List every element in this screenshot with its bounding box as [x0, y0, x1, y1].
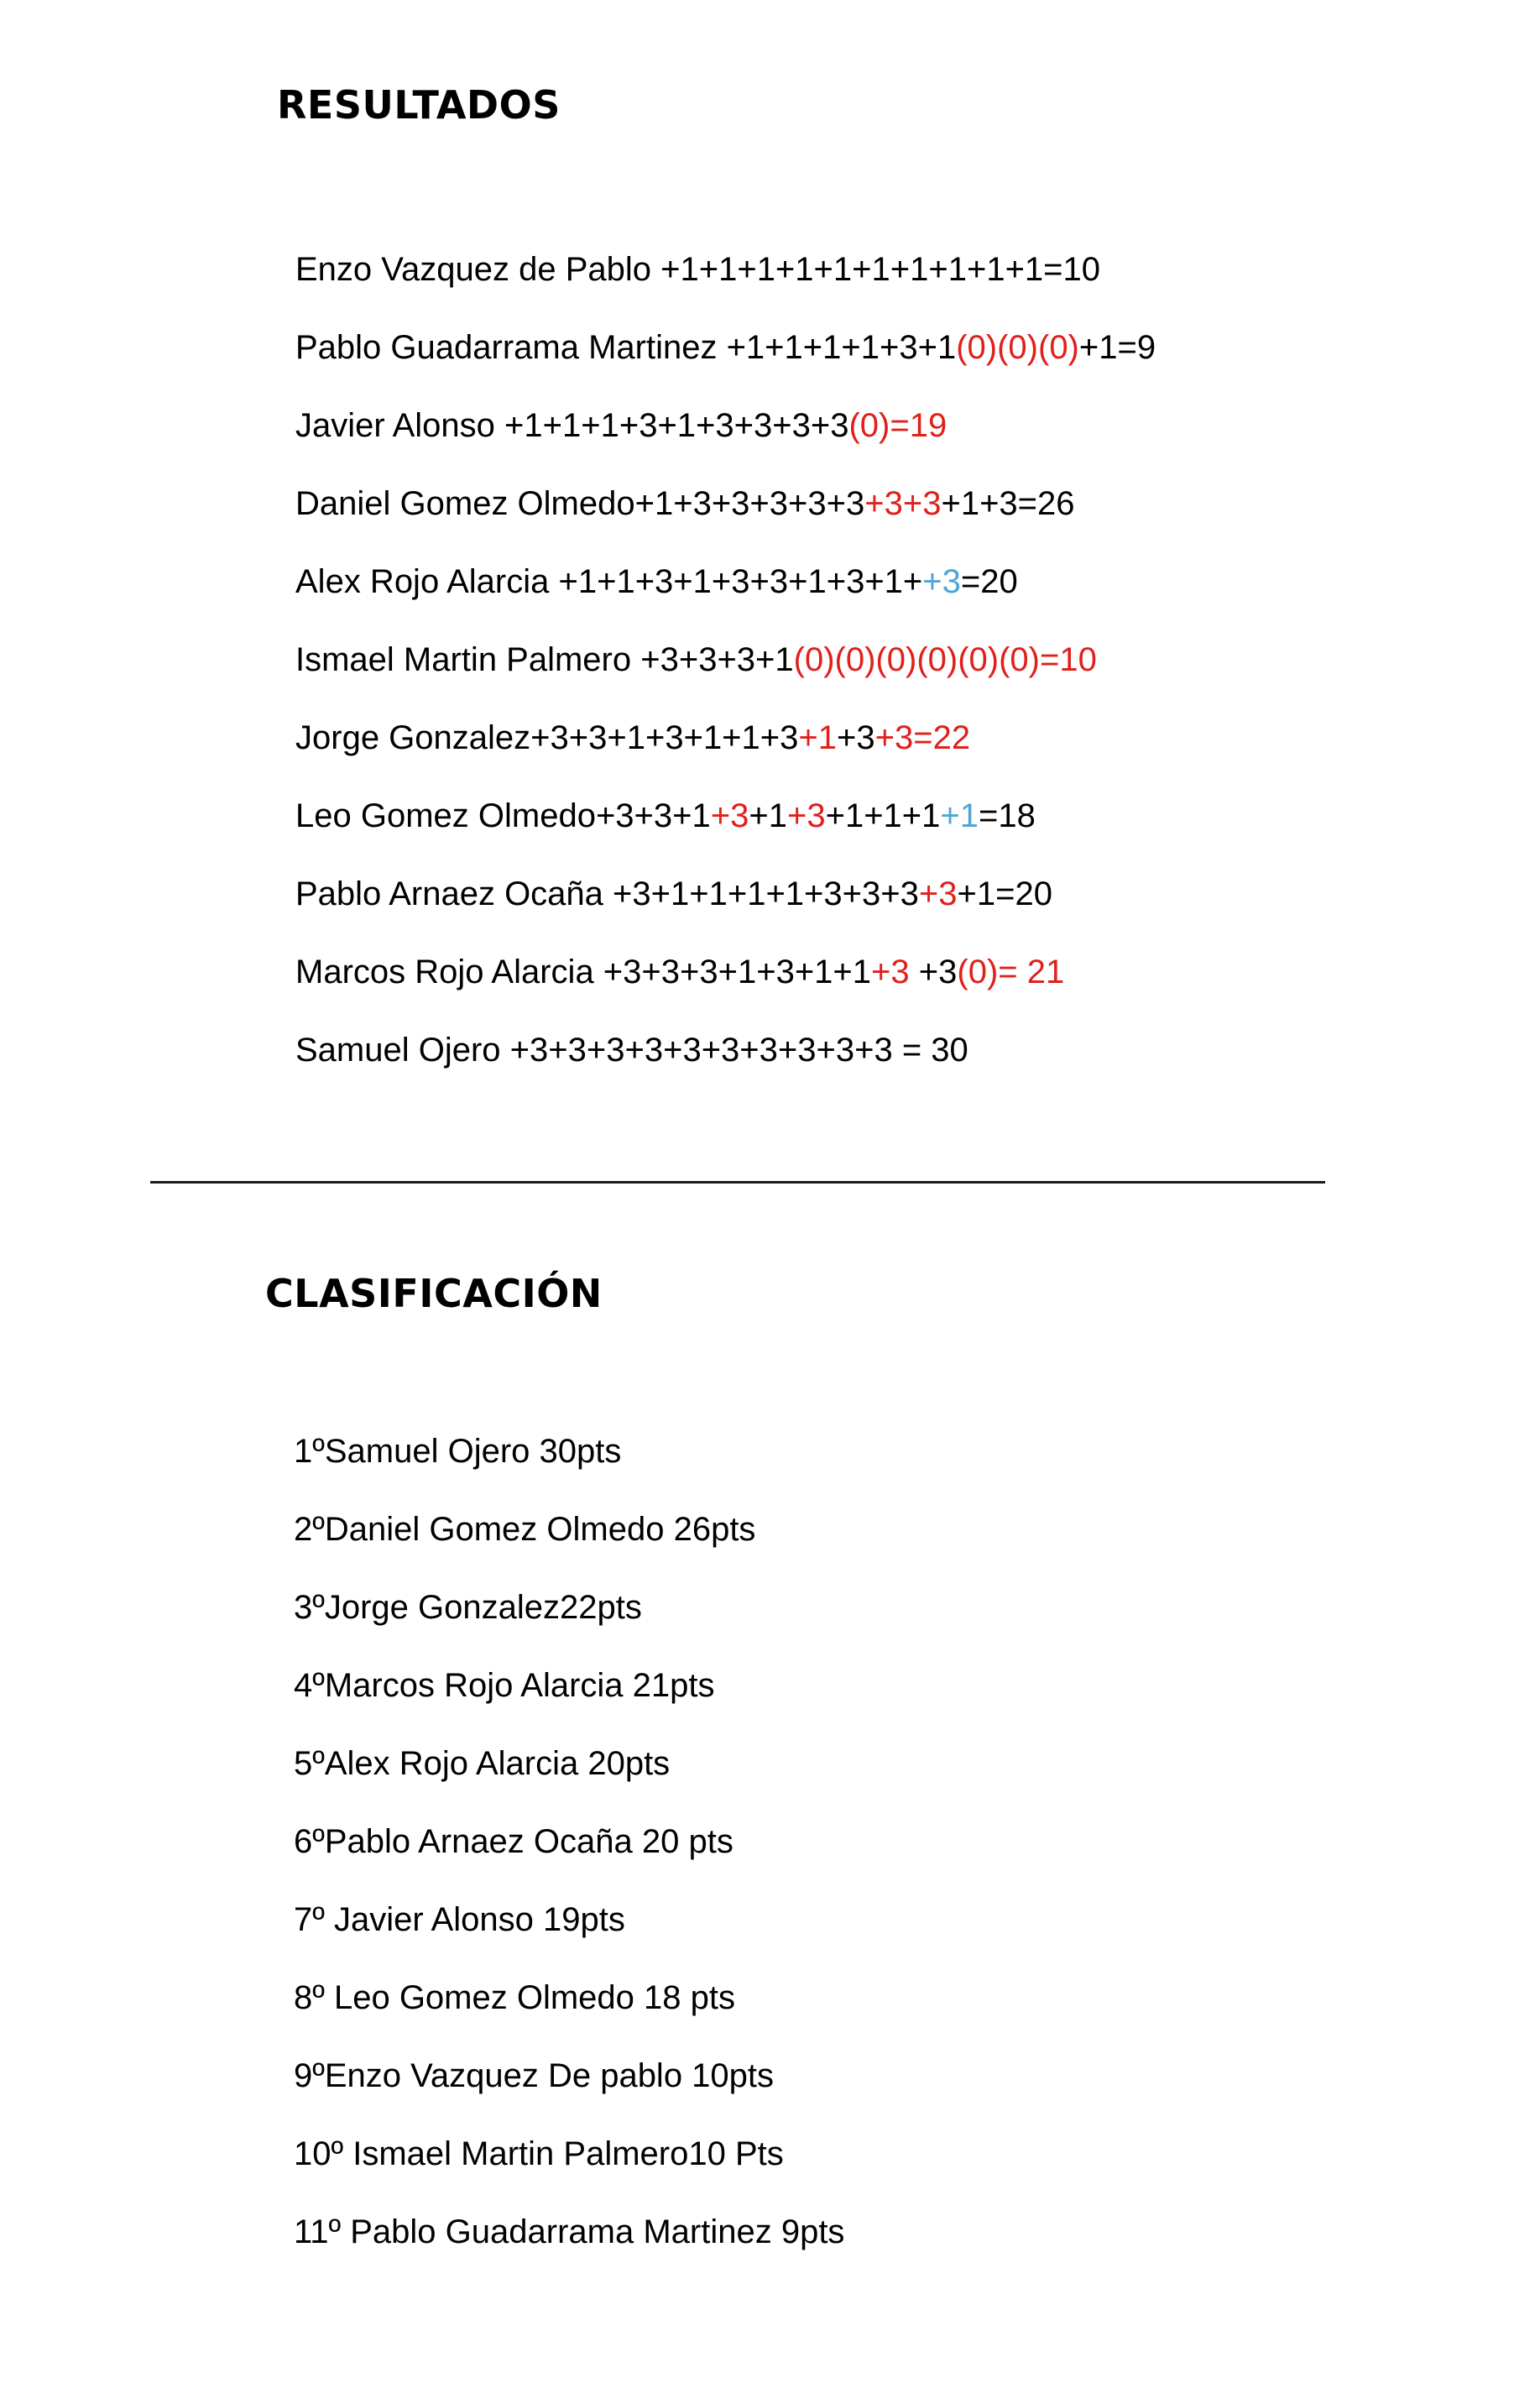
classification-list [294, 1427, 844, 2286]
result-segment: +1 [798, 719, 838, 756]
classification-item: 2ºDaniel Gomez Olmedo 26pts [294, 1511, 756, 1548]
result-segment: Ismael Martin Palmero +3+3+3+1 [295, 641, 794, 678]
result-line [295, 870, 1156, 948]
result-line [295, 635, 1156, 713]
result-line [295, 792, 1156, 870]
result-segment: Samuel Ojero +3+3+3+3+3+3+3+3+3+3 = 30 [295, 1032, 968, 1069]
result-segment: +1=20 [957, 875, 1052, 912]
classification-item: 10º Ismael Martin Palmero10 Pts [294, 2135, 784, 2172]
result-segment: (0)=19 [848, 407, 947, 444]
result-segment: +3+3 [864, 485, 942, 522]
result-segment: +3 [922, 563, 961, 600]
result-segment: +3 [871, 954, 910, 990]
result-segment: Marcos Rojo Alarcia +3+3+3+1+3+1+1 [295, 954, 872, 990]
section-divider [150, 1181, 1325, 1184]
result-segment: +1+3=26 [941, 485, 1075, 522]
results-list [295, 245, 1156, 1104]
classification-item: 4ºMarcos Rojo Alarcia 21pts [294, 1667, 715, 1704]
result-line [295, 479, 1156, 557]
results-title: RESULTADOS [277, 82, 561, 128]
result-segment: +3 [786, 797, 826, 834]
result-segment: +1=9 [1078, 329, 1156, 366]
result-segment: Leo Gomez Olmedo+3+3+1 [295, 797, 711, 834]
result-segment: =20 [960, 563, 1018, 600]
classification-title: CLASIFICACIÓN [265, 1271, 603, 1316]
result-line [295, 245, 1156, 323]
result-segment: +3 [918, 875, 958, 912]
result-segment: +3 [710, 797, 749, 834]
result-segment: +3 [837, 719, 875, 756]
result-segment: (0)(0)(0)(0)(0)(0)=10 [793, 641, 1097, 678]
result-segment: Jorge Gonzalez+3+3+1+3+1+1+3 [295, 719, 799, 756]
result-line [295, 323, 1156, 401]
classification-item: 1ºSamuel Ojero 30pts [294, 1433, 622, 1470]
result-segment: Pablo Guadarrama Martinez +1+1+1+1+3+1 [295, 329, 957, 366]
result-segment: =18 [979, 797, 1036, 834]
result-line [295, 713, 1156, 792]
result-segment: Enzo Vazquez de Pablo +1+1+1+1+1+1+1+1+1+1=10 [295, 251, 1101, 288]
result-line [295, 1026, 1156, 1104]
result-segment: +1 [940, 797, 979, 834]
classification-item: 8º Leo Gomez Olmedo 18 pts [294, 1979, 735, 2016]
classification-item: 7º Javier Alonso 19pts [294, 1901, 625, 1938]
classification-item: 6ºPablo Arnaez Ocaña 20 pts [294, 1823, 733, 1860]
classification-item: 3ºJorge Gonzalez22pts [294, 1589, 642, 1626]
result-segment: Javier Alonso +1+1+1+3+1+3+3+3+3 [295, 407, 849, 444]
classification-item: 9ºEnzo Vazquez De pablo 10pts [294, 2057, 775, 2094]
result-segment: Pablo Arnaez Ocaña +3+1+1+1+1+3+3+3 [295, 875, 919, 912]
result-segment: (0)= 21 [957, 954, 1065, 990]
result-line [295, 401, 1156, 479]
classification-item: 11º Pablo Guadarrama Martinez 9pts [294, 2213, 845, 2250]
result-segment: +3 [909, 954, 958, 990]
classification-item: 5ºAlex Rojo Alarcia 20pts [294, 1745, 671, 1782]
result-line [295, 948, 1156, 1026]
result-segment: +3=22 [874, 719, 971, 756]
result-segment: Alex Rojo Alarcia +1+1+3+1+3+3+1+3+1+ [295, 563, 923, 600]
result-segment: (0)(0)(0) [956, 329, 1079, 366]
result-segment: +1+1+1 [825, 797, 941, 834]
result-segment: Daniel Gomez Olmedo+1+3+3+3+3+3 [295, 485, 865, 522]
result-segment: +1 [749, 797, 787, 834]
result-line [295, 557, 1156, 635]
